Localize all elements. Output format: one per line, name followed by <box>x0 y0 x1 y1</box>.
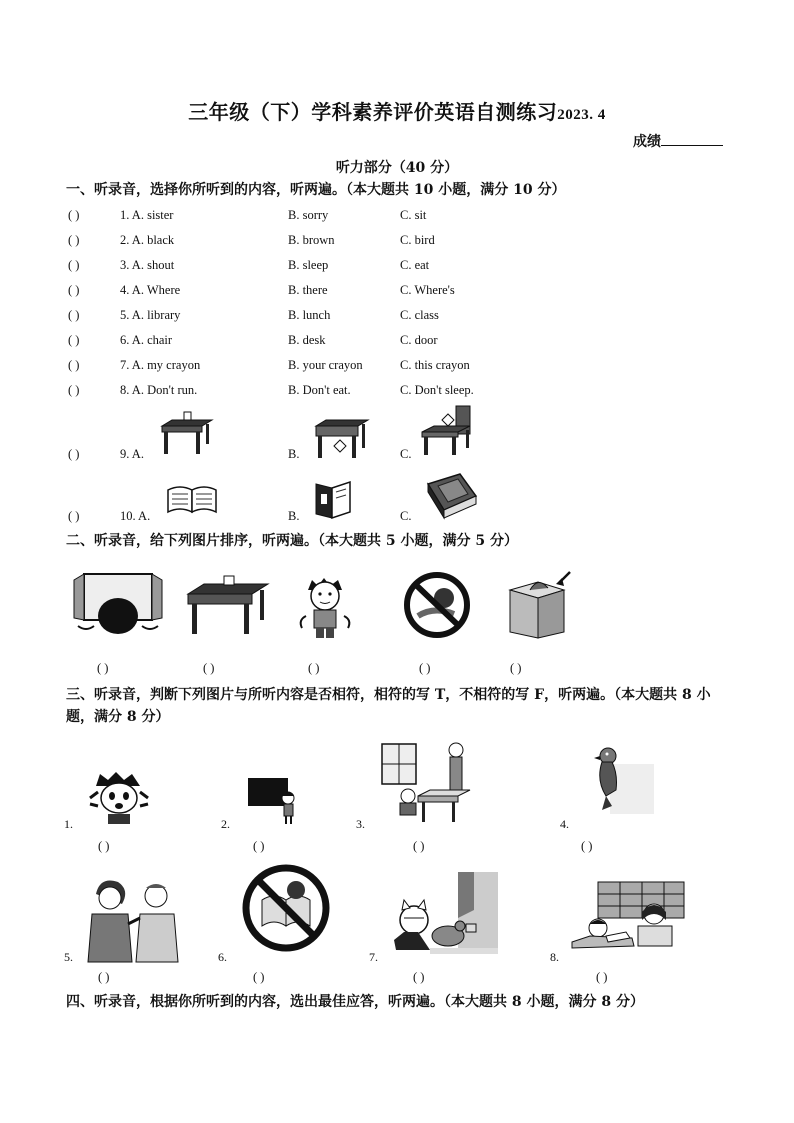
cat-and-mouse-image[interactable] <box>390 870 502 956</box>
answer-blank[interactable]: ( ) <box>68 333 80 347</box>
option-c: C. <box>400 509 412 523</box>
option-c: C. this crayon <box>400 358 470 372</box>
answer-blank[interactable]: ( ) <box>68 358 80 372</box>
option-c: C. Where's <box>400 283 455 297</box>
listening-part-heading: 听力部分（40 分） <box>335 160 459 176</box>
title-year: 2023. 4 <box>557 107 606 123</box>
chair-with-item-image[interactable] <box>418 404 474 458</box>
tf-blank-7[interactable]: ( ) <box>413 970 425 984</box>
option-c: C. <box>400 447 412 461</box>
answer-blank[interactable]: ( ) <box>68 509 80 523</box>
option-a: 2. A. black <box>120 233 175 247</box>
option-a: 3. A. shout <box>120 258 175 272</box>
option-b: B. there <box>288 283 328 297</box>
picture-label-8: 8. <box>550 950 559 964</box>
option-b: B. <box>288 509 300 523</box>
desk-with-item-on-top-image[interactable] <box>158 410 214 456</box>
desk-image[interactable] <box>184 572 270 636</box>
question-5 <box>68 308 728 328</box>
tf-blank-4[interactable]: ( ) <box>581 839 593 853</box>
option-a: 4. A. Where <box>120 283 181 297</box>
order-blank-4[interactable]: ( ) <box>419 661 431 675</box>
closed-book-image[interactable] <box>424 470 480 522</box>
no-sleeping-sign-image[interactable] <box>400 572 474 638</box>
title-text: 三年级（下）学科素养评价英语自测练习 <box>188 100 558 124</box>
page-title <box>0 96 794 125</box>
option-c: C. class <box>400 308 439 322</box>
question-2 <box>68 233 728 253</box>
picture-label-3: 3. <box>356 817 365 831</box>
answer-blank[interactable]: ( ) <box>68 447 80 461</box>
girl-at-blackboard-image[interactable] <box>246 776 302 828</box>
answer-blank[interactable]: ( ) <box>68 283 80 297</box>
parrot-image[interactable] <box>592 744 656 816</box>
option-a: 7. A. my crayon <box>120 358 201 372</box>
option-a: 5. A. library <box>120 308 181 322</box>
desk-with-item-under-image[interactable] <box>312 416 370 460</box>
score-field <box>633 131 723 151</box>
option-b: B. your crayon <box>288 358 363 372</box>
picture-label-1: 1. <box>64 817 73 831</box>
woman-and-man-talking-image[interactable] <box>80 874 186 964</box>
order-blank-3[interactable]: ( ) <box>308 661 320 675</box>
library-reading-image[interactable] <box>568 880 686 960</box>
tf-blank-8[interactable]: ( ) <box>596 970 608 984</box>
picture-label-4: 4. <box>560 817 569 831</box>
open-window-image[interactable] <box>72 570 164 636</box>
picture-label-6: 6. <box>218 950 227 964</box>
score-blank[interactable] <box>661 133 723 146</box>
option-c: C. eat <box>400 258 430 272</box>
question-8 <box>68 383 728 403</box>
open-book-image[interactable] <box>166 482 218 516</box>
picture-label-2: 2. <box>221 817 230 831</box>
option-b: B. sleep <box>288 258 329 272</box>
option-b: B. lunch <box>288 308 331 322</box>
section3-heading: 三、听录音，判断下列图片与所听内容是否相符，相符的写 T，不相符的写 F，听两遍。（本大题共 8 小题，满分 8 分） <box>66 687 711 725</box>
order-blank-1[interactable]: ( ) <box>97 661 109 675</box>
option-b: B. sorry <box>288 208 329 222</box>
tf-blank-1[interactable]: ( ) <box>98 839 110 853</box>
question-7 <box>68 358 728 378</box>
picture-label-5: 5. <box>64 950 73 964</box>
option-c: C. door <box>400 333 438 347</box>
option-b: B. Don't eat. <box>288 383 351 397</box>
option-a: 8. A. Don't run. <box>120 383 198 397</box>
answer-blank[interactable]: ( ) <box>68 233 80 247</box>
question-1 <box>68 208 728 228</box>
answer-blank[interactable]: ( ) <box>68 258 80 272</box>
answer-blank[interactable]: ( ) <box>68 208 80 222</box>
option-a: 10. A. <box>120 509 151 523</box>
question-4 <box>68 283 728 303</box>
standing-book-image[interactable] <box>312 480 356 520</box>
option-a: 9. A. <box>120 447 144 461</box>
option-b: B. <box>288 447 300 461</box>
tf-blank-2[interactable]: ( ) <box>253 839 265 853</box>
option-b: B. brown <box>288 233 335 247</box>
order-blank-5[interactable]: ( ) <box>510 661 522 675</box>
option-c: C. sit <box>400 208 427 222</box>
option-c: C. Don't sleep. <box>400 383 474 397</box>
score-label: 成绩 <box>633 134 661 150</box>
answer-blank[interactable]: ( ) <box>68 308 80 322</box>
section1-heading: 一、听录音，选择你所听到的内容，听两遍。（本大题共 10 小题，满分 10 分） <box>66 182 566 198</box>
classroom-teacher-image[interactable] <box>378 740 474 824</box>
option-a: 6. A. chair <box>120 333 173 347</box>
question-3 <box>68 258 728 278</box>
section4-heading: 四、听录音，根据你所听到的内容，选出最佳应答，听两遍。（本大题共 8 小题，满分 8 分） <box>66 994 644 1010</box>
box-with-arrow-image[interactable] <box>504 570 574 640</box>
boy-image[interactable] <box>296 574 356 640</box>
surprised-boy-image[interactable] <box>86 770 152 826</box>
tf-blank-5[interactable]: ( ) <box>98 970 110 984</box>
order-blank-2[interactable]: ( ) <box>203 661 215 675</box>
option-b: B. desk <box>288 333 326 347</box>
answer-blank[interactable]: ( ) <box>68 383 80 397</box>
tf-blank-3[interactable]: ( ) <box>413 839 425 853</box>
tf-blank-6[interactable]: ( ) <box>253 970 265 984</box>
option-c: C. bird <box>400 233 435 247</box>
question-6 <box>68 333 728 353</box>
section2-heading: 二、听录音，给下列图片排序，听两遍。（本大题共 5 小题，满分 5 分） <box>66 533 518 549</box>
option-a: 1. A. sister <box>120 208 174 222</box>
no-reading-sign-image[interactable] <box>240 862 332 954</box>
picture-label-7: 7. <box>369 950 378 964</box>
